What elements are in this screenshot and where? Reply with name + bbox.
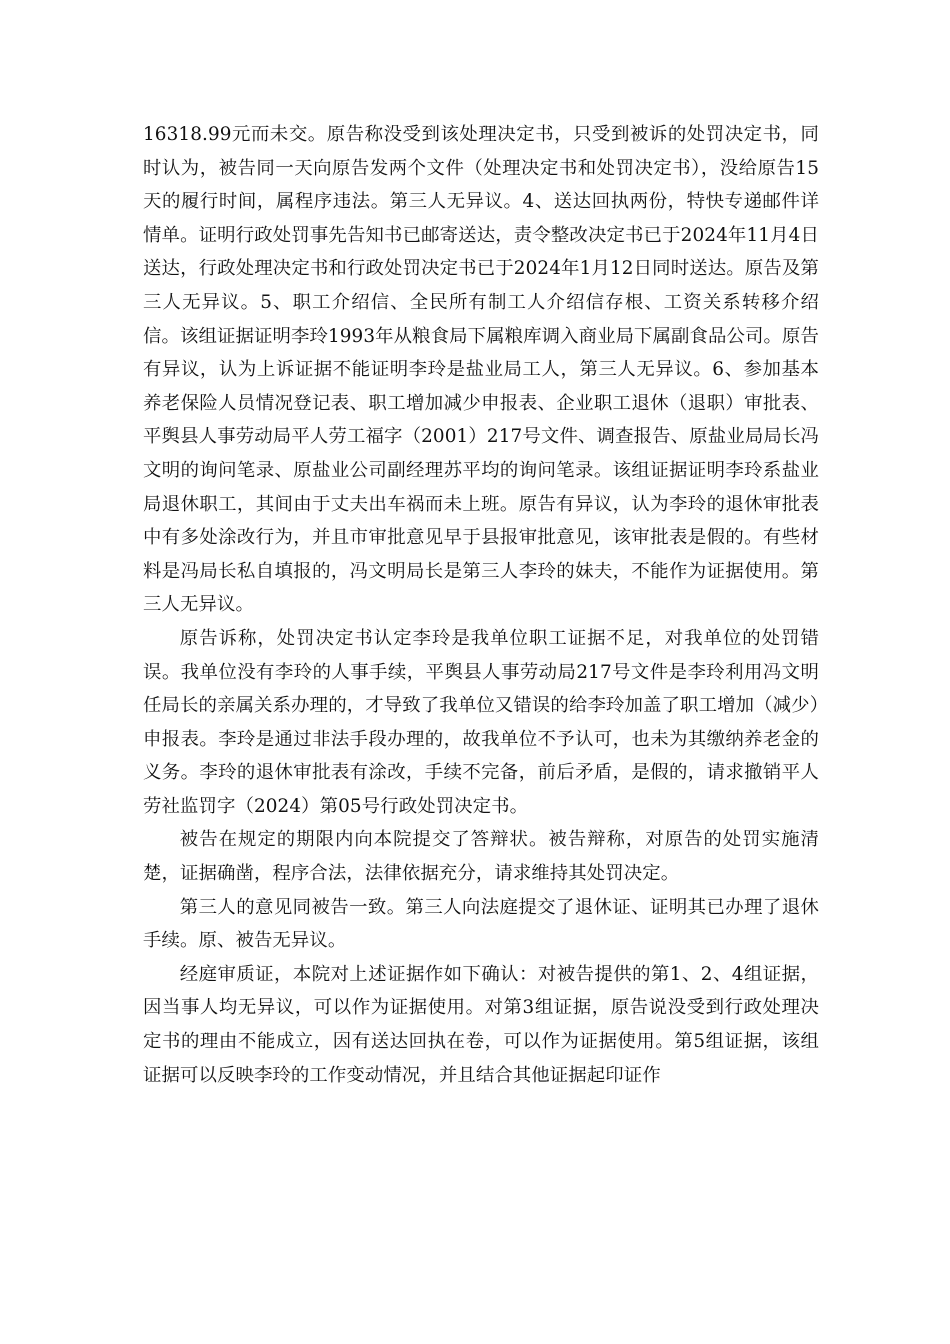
paragraph-court-findings: 经庭审质证，本院对上述证据作如下确认：对被告提供的第1、2、4组证据，因当事人均无异议，可以作为证据使用。对第3组证据，原告说没受到行政处理决定书的理由不能成立，因有送达回执在卷，可以作为证据使用。第5组证据，该组证据可以反映李玲的工作变动情况，并且结合其他证据起印证作 <box>143 963 819 1086</box>
document-page <box>143 118 819 1092</box>
paragraph-plaintiff-claim: 原告诉称，处罚决定书认定李玲是我单位职工证据不足，对我单位的处罚错误。我单位没有李玲的人事手续，平舆县人事劳动局217号文件是李玲利用冯文明任局长的亲属关系办理的，才导致了我单位又错误的给李玲加盖了职工增加（减少）申报表。李玲是通过非法手段办理的，故我单位不予认可，也未为其缴纳养老金的义务。李玲的退休审批表有涂改，手续不完备，前后矛盾，是假的，请求撤销平人劳社监罚字（2024）第05号行政处罚决定书。 <box>143 627 819 817</box>
paragraph-evidence-list: 16318.99元而未交。原告称没受到该处理决定书，只受到被诉的处罚决定书，同时认为，被告同一天向原告发两个文件（处理决定书和处罚决定书），没给原告15天的履行时间，属程序违法。第三人无异议。4、送达回执两份，特快专递邮件详情单。证明行政处罚事先告知书已邮寄送达，责令整改决定书已于2024年11月4日送达，行政处理决定书和行政处罚决定书已于2024年1月12日同时送达。原告及第三人无异议。5、职工介绍信、全民所有制工人介绍信存根、工资关系转移介绍信。该组证据证明李玲1993年从粮食局下属粮库调入商业局下属副食品公司。原告有异议，认为上诉证据不能证明李玲是盐业局工人，第三人无异议。6、参加基本养老保险人员情况登记表、职工增加减少申报表、企业职工退休（退职）审批表、平舆县人事劳动局平人劳工福字（2001）217号文件、调查报告、原盐业局局长冯文明的询问笔录、原盐业公司副经理苏平均的询问笔录。该组证据证明李玲系盐业局退休职工，其间由于丈夫出车祸而未上班。原告有异议，认为李玲的退休审批表中有多处涂改行为，并且市审批意见早于县报审批意见，该审批表是假的。有些材料是冯局长私自填报的，冯文明局长是第三人李玲的妹夫，不能作为证据使用。第三人无异议。 <box>143 124 819 616</box>
paragraph-defendant-reply: 被告在规定的期限内向本院提交了答辩状。被告辩称，对原告的处罚实施清楚，证据确凿，程序合法，法律依据充分，请求维持其处罚决定。 <box>143 829 819 885</box>
paragraph-third-party-opinion: 第三人的意见同被告一致。第三人向法庭提交了退休证、证明其已办理了退休手续。原、被告无异议。 <box>143 896 819 952</box>
